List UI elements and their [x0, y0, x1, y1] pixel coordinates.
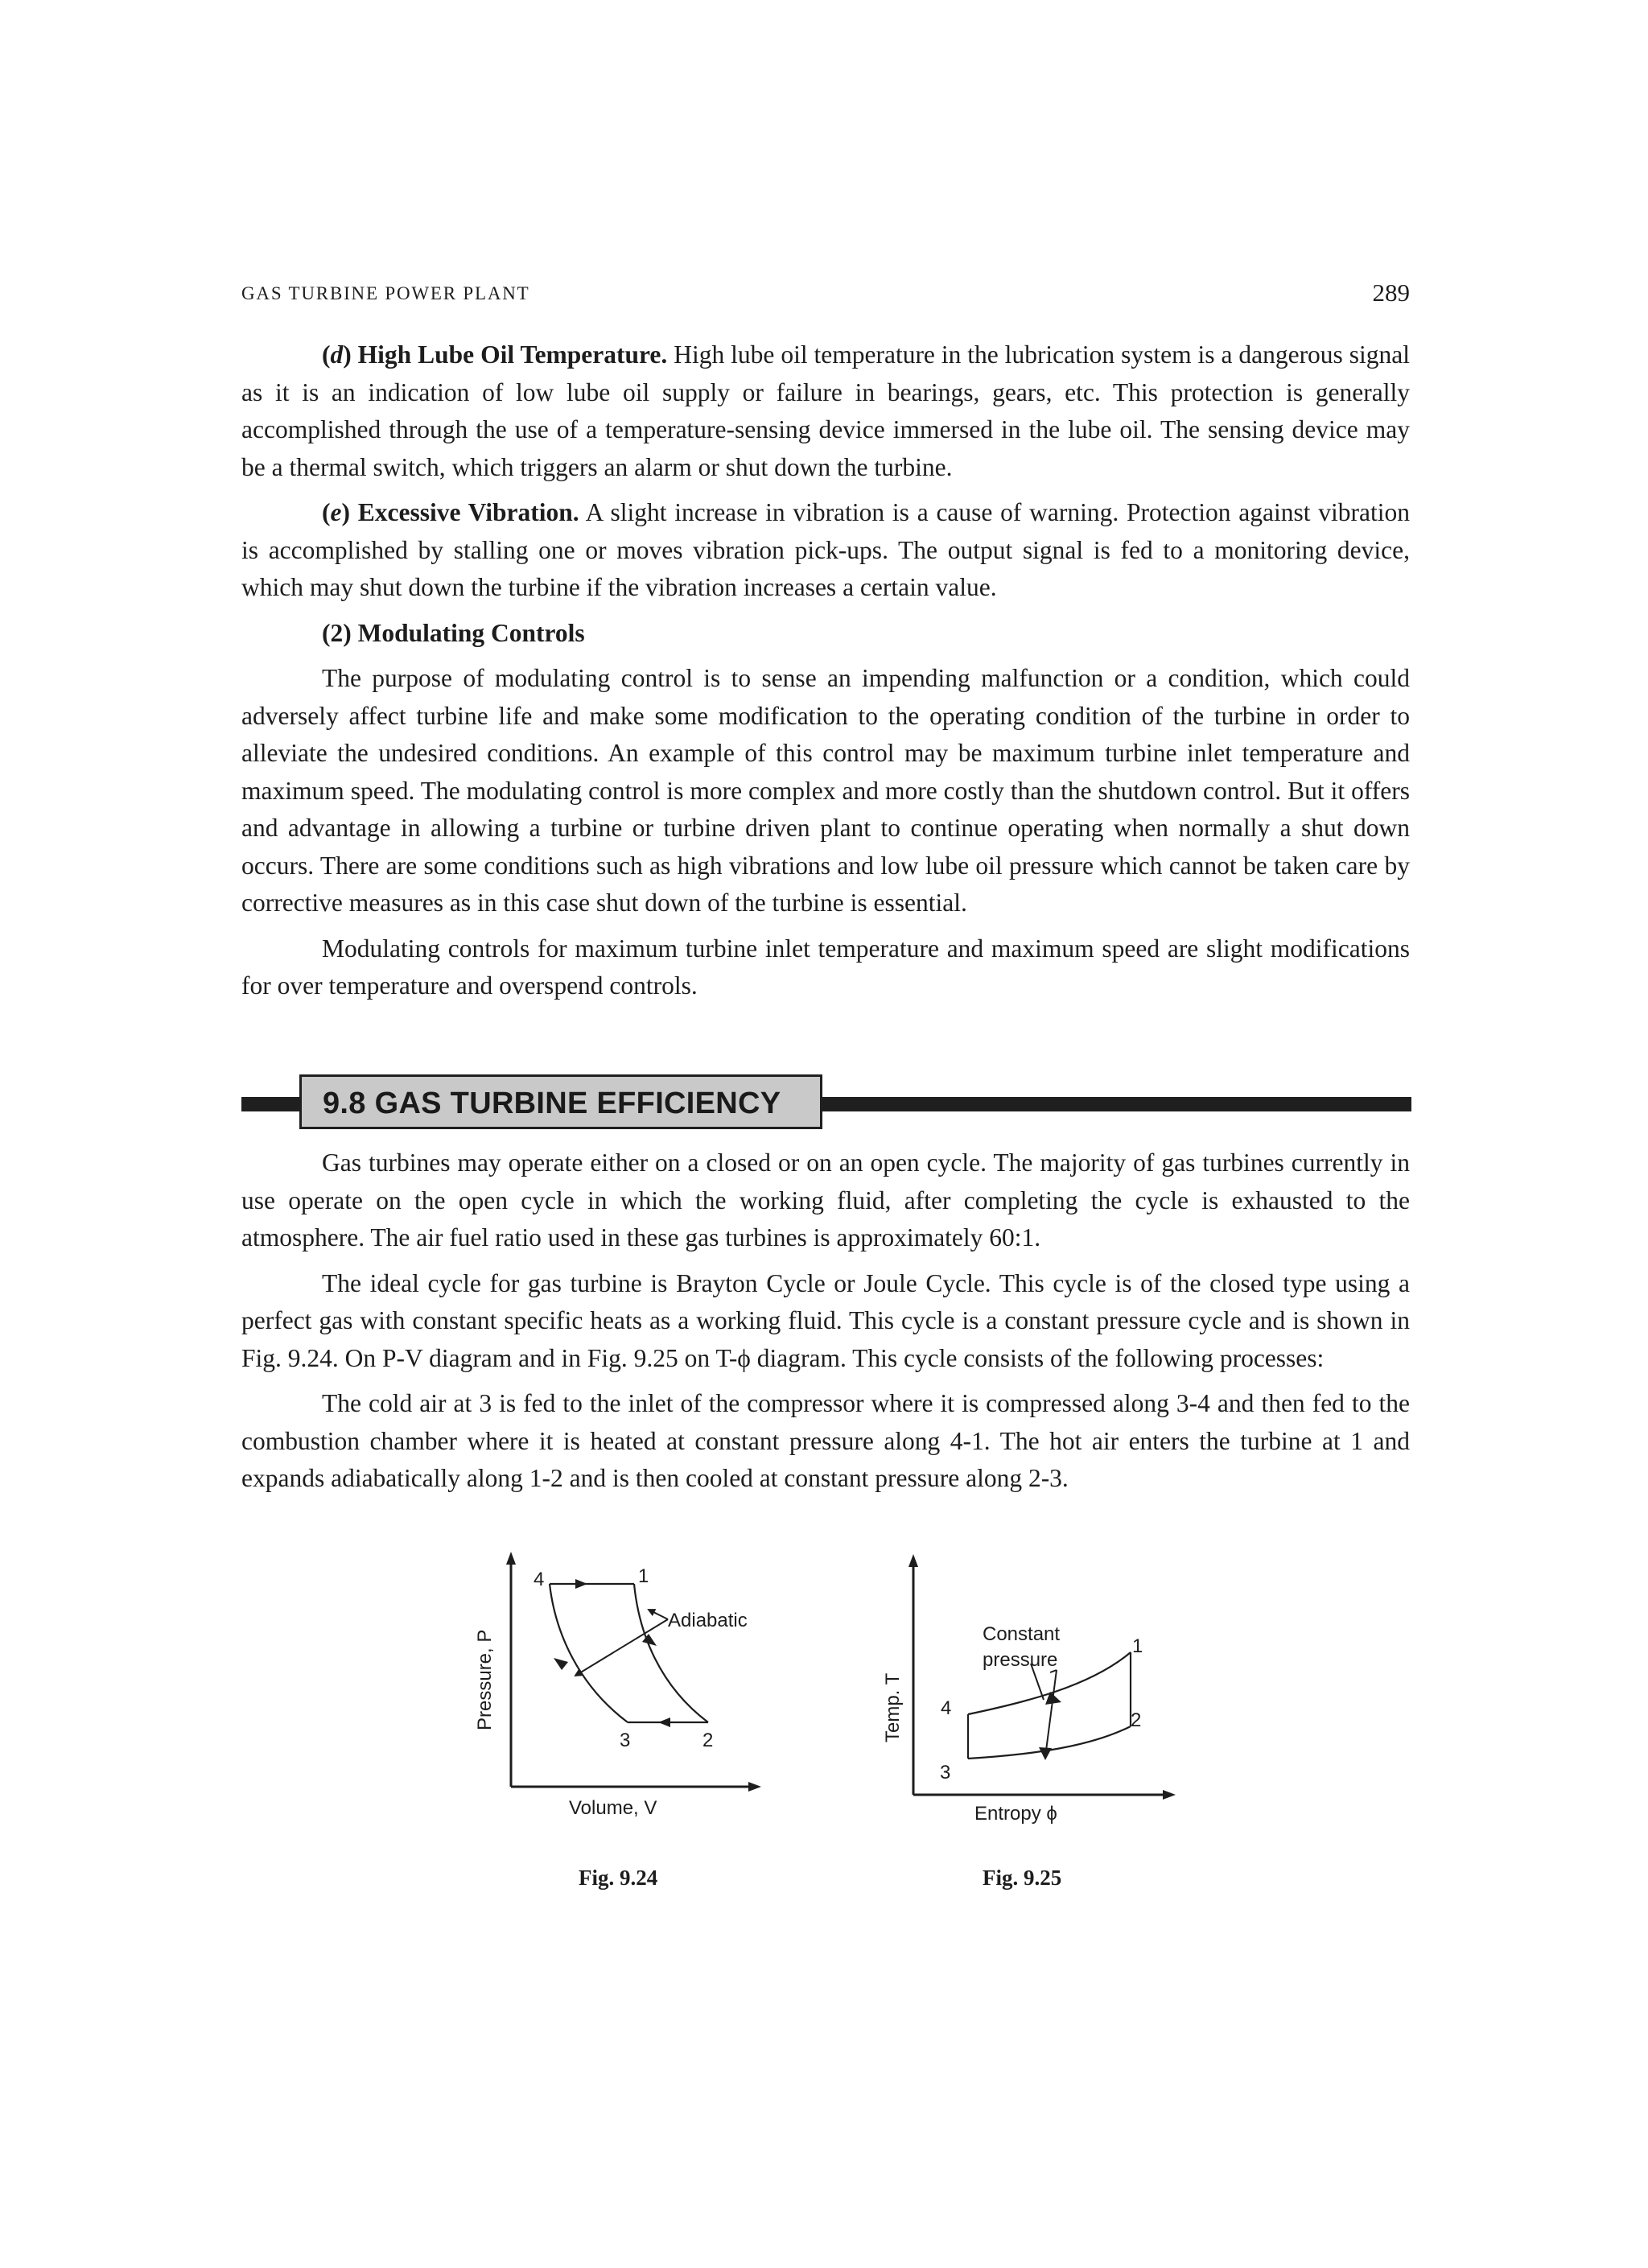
pv-arrow-4-1	[575, 1579, 587, 1589]
ts-y-axis-label: Temp. T	[882, 1672, 904, 1742]
pv-cycle	[550, 1584, 708, 1722]
figure-ts-diagram	[873, 1549, 1187, 1831]
pv-process-1-2	[634, 1584, 708, 1722]
paragraph-brayton-cycle: The ideal cycle for gas turbine is Brayton Cycle or Joule Cycle. This cycle is of the closed type using a perfect gas with constant specific heats as a working fluid. This cycle is a constant pressure cycle and is shown in Fig. 9.24. On P-V diagram and in Fig. 9.25 on T-ϕ diagram. This cycle consists of the following processes:	[241, 1268, 1410, 1372]
ts-point-label-1: 1	[1132, 1635, 1143, 1657]
ts-y-axis-arrow	[908, 1554, 918, 1567]
pv-y-axis-label: Pressure, P	[474, 1629, 496, 1730]
ts-point-label-3: 3	[940, 1762, 951, 1783]
caption-fig-9-25: Fig. 9.25	[983, 1866, 1062, 1890]
ts-annotation-line2: pressure	[983, 1649, 1058, 1671]
ts-pressure-pointer-1	[1046, 1670, 1057, 1750]
caption-fig-9-24: Fig. 9.24	[579, 1866, 658, 1890]
ts-point-label-4: 4	[941, 1697, 952, 1719]
figure-pv-diagram	[467, 1545, 772, 1819]
subheading-modulating-controls: (2) Modulating Controls	[322, 618, 585, 647]
pv-diagram-svg	[467, 1545, 772, 1819]
pv-annotation-adiabatic: Adiabatic	[668, 1610, 748, 1631]
ts-diagram-svg	[873, 1549, 1187, 1831]
pv-x-axis-arrow	[748, 1782, 761, 1792]
lead-heading: (e) Excessive Vibration.	[322, 498, 579, 526]
paragraph-processes: The cold air at 3 is fed to the inlet of the compressor where it is compressed along 3-4 and then fed to the combustion chamber where it is heated at constant pressure along 4-1. The hot air enters the turbine at 1 and expands adiabatically along 1-2 and is then cooled at constant pressure along 2-3.	[241, 1389, 1410, 1492]
section-heading: 9.8 GAS TURBINE EFFICIENCY	[323, 1087, 781, 1120]
running-title: GAS TURBINE POWER PLANT	[241, 283, 530, 303]
pv-point-label-1: 1	[638, 1565, 649, 1587]
ts-pressure-arrowhead-lower	[1039, 1747, 1052, 1760]
ts-x-axis-arrow	[1163, 1790, 1176, 1800]
text-block-lower	[241, 1144, 1410, 1506]
section-heading-box	[299, 1074, 822, 1129]
ts-axes	[913, 1565, 1164, 1795]
ts-point-label-2: 2	[1131, 1709, 1142, 1731]
paragraph-open-cycle: Gas turbines may operate either on a closed or on an open cycle. The majority of gas turbines currently in use operate on the open cycle in which the working fluid, after completing the cycle is exhausted to the atmosphere. The air fuel ratio used in these gas turbines is approximately 60:1.	[241, 1148, 1410, 1252]
page-number: 289	[1372, 278, 1410, 307]
pv-point-label-3: 3	[620, 1730, 631, 1751]
pv-y-axis-arrow	[506, 1552, 516, 1565]
pv-adiabatic-pointer-left	[575, 1619, 668, 1676]
running-head	[241, 278, 1410, 311]
pv-axes	[511, 1563, 750, 1787]
lead-heading: (d) High Lube Oil Temperature.	[322, 340, 668, 369]
pv-arrow-3-4	[554, 1658, 568, 1670]
pv-arrow-2-3	[658, 1717, 670, 1727]
ts-annotation-line1: Constant	[983, 1623, 1061, 1645]
paragraph-modulating-purpose: The purpose of modulating control is to sense an impending malfunction or a condition, which could adversely affect turbine life and make some modification to the operating condition of the turbine in order to alleviate the undesired conditions. An example of this control may be maximum turbine inlet temperature and maximum speed. The modulating control is more complex and more costly than the shutdown control. But it offers and advantage in allowing a turbine or turbine driven plant to continue operating when normally a shut down occurs. There are some conditions such as high vibrations and low lube oil pressure which cannot be taken care by corrective measures as in this case shut down of the turbine is essential.	[241, 664, 1410, 917]
paragraph-excessive-vibration: (e) Excessive Vibration. A slight increase in vibration is a cause of warning. Protection against vibration is accomplished by stalling one or moves vibration pick-ups. The output signal is fed to a monitoring device, which may shut down the turbine if the vibration increases a certain value.	[241, 498, 1410, 601]
pv-process-3-4	[550, 1584, 628, 1722]
pv-adiabatic-pointer-right	[649, 1610, 668, 1619]
paragraph-modulating-limits: Modulating controls for maximum turbine inlet temperature and maximum speed are slight modifications for over temperature and overspend controls.	[241, 934, 1410, 1000]
paragraph-high-lube-oil: (d) High Lube Oil Temperature. High lube oil temperature in the lubrication system is a dangerous signal as it is an indication of low lube oil supply or failure in bearings, gears, etc. This protection is generally accomplished through the use of a temperature-sensing device immersed in the lube oil. The sensing device may be a thermal switch, which triggers an alarm or shut down the turbine.	[241, 340, 1410, 481]
pv-x-axis-label: Volume, V	[569, 1797, 657, 1819]
pv-point-label-4: 4	[534, 1569, 545, 1590]
pv-point-label-2: 2	[702, 1730, 714, 1751]
ts-x-axis-label: Entropy ϕ	[974, 1803, 1057, 1825]
text-block-upper	[241, 336, 1410, 1013]
